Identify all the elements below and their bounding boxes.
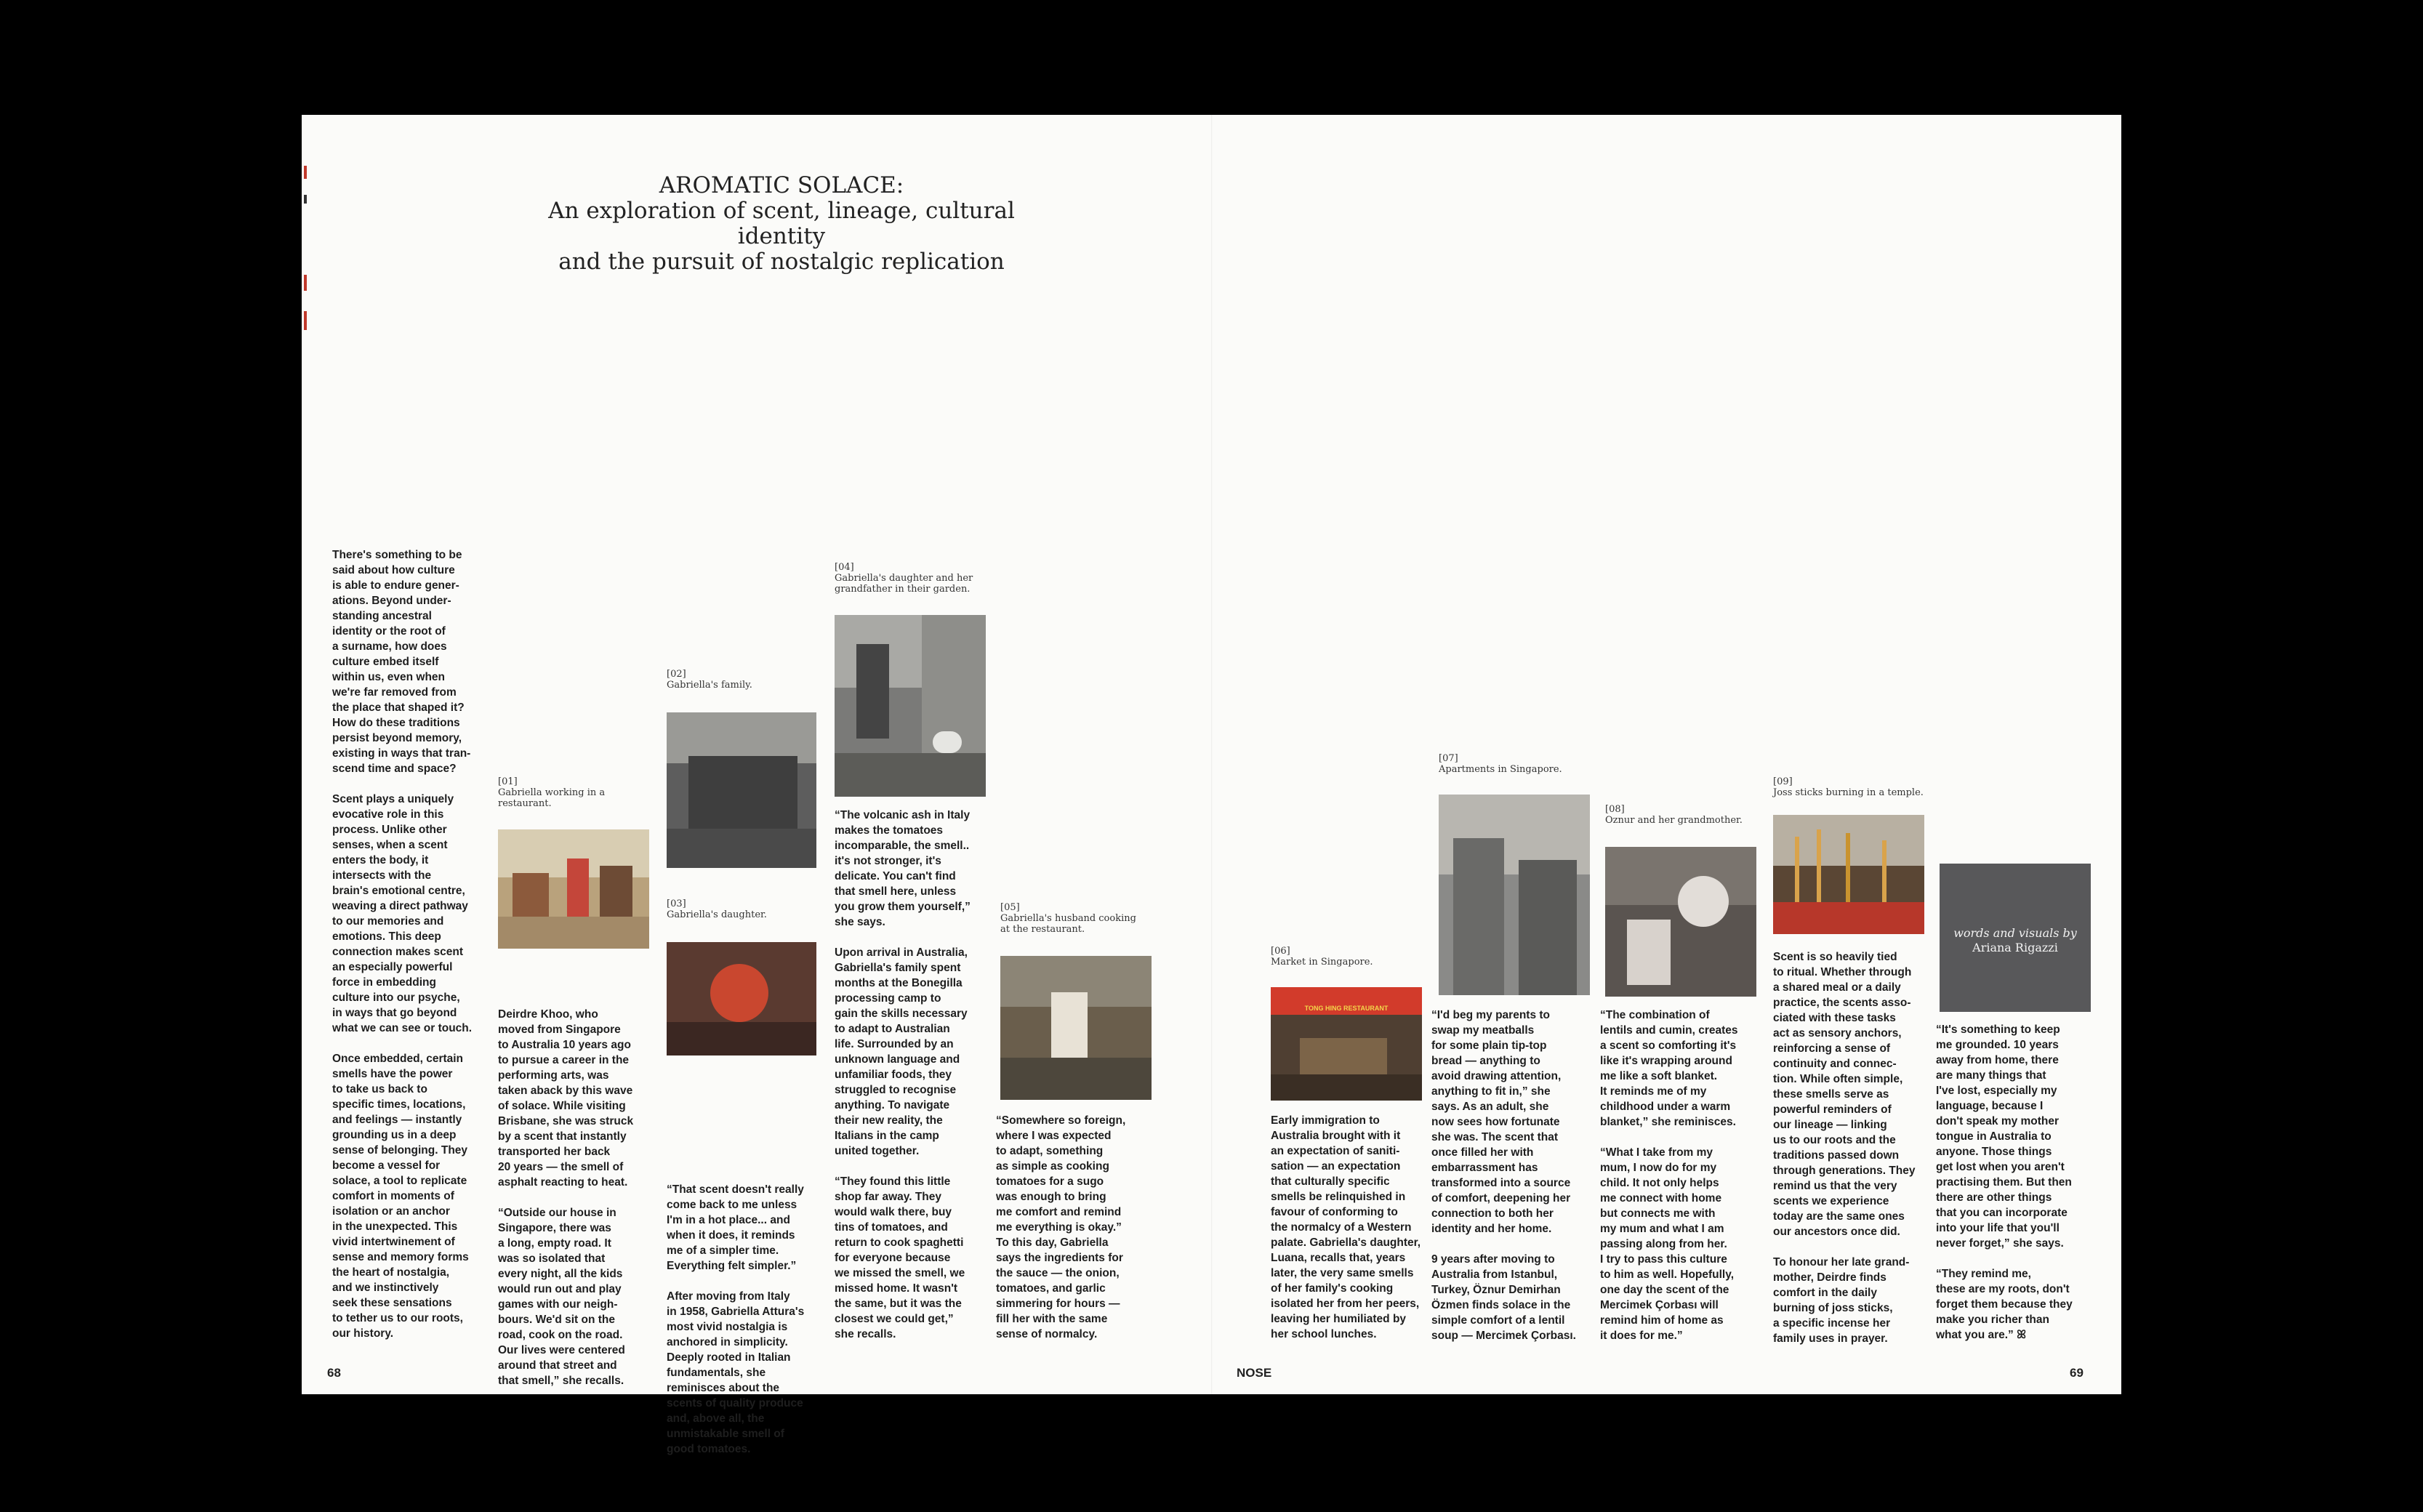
caption-number: [09] [1773, 776, 1793, 787]
photo-caption-01 [498, 776, 643, 809]
paragraph: To honour her late grand- mother, Deirdre finds comfort in the daily burning of joss sticks, a specific incense her family uses in prayer. [1773, 1256, 1910, 1345]
paragraph: Scent plays a uniquely evocative role in this process. Unlike other senses, when a scent enters the body, it intersects with the brain's emotional centre, weaving a direct pathway to our memories and emotions. This deep connection makes scent an especially powerful force in embedding culture into our psyche, in ways that go beyond what we can see or touch. [332, 793, 473, 1034]
apartments-photo [1439, 795, 1590, 995]
paragraph: “What I take from my mum, I now do for my child. It not only helps me connect with home but connects me with my mum and what I am passing along from her. I try to pass this culture to him as well. Hopefully, one day the scent of the Mercimek Çorbası will remind him of home as it does for me.” [1600, 1146, 1735, 1342]
photo-caption-02 [667, 669, 812, 691]
body-column-4 [835, 808, 991, 1357]
caption-number: [06] [1271, 946, 1290, 957]
caption-text: Joss sticks burning in a temple. [1773, 787, 1924, 798]
title-subtitle: An exploration of scent, lineage, cultural identity and the pursuit of nostalgic replication [548, 198, 1015, 275]
paragraph: “Somewhere so foreign, where I was expected to adapt, something as simple as cooking tomatoes for a sugo was enough to bring me comfort and remind me everything is okay.” To this day, Gabriella says the ingredients for the sauce — the onion, tomatoes, and garlic simmering for hours — fill her with the same sense of normalcy. [996, 1114, 1126, 1340]
paragraph: “That scent doesn't really come back to me unless I'm in a hot place... and when it does, it reminds me of a simpler time. Everything felt simpler.” [667, 1183, 804, 1272]
caption-text: Apartments in Singapore. [1439, 764, 1562, 775]
paragraph: There's something to be said about how culture is able to endure gener- ations. Beyond under- standing ancestral identity or the root of a surname, how does culture embed itself within us, even when we're far removed from the place that shaped it? How do these traditions persist beyond memory, existing in ways that tran- scend time and space? [332, 549, 471, 775]
family-photo [667, 712, 816, 868]
paragraph: Upon arrival in Australia, Gabriella's family spent months at the Bonegilla processing camp to gain the skills necessary to adapt to Australian life. Surrounded by an unknown language and unfamiliar foods, they struggled to recognise anything. To navigate their new reality, the Italians in the camp united together. [835, 946, 968, 1157]
body-column-3 [667, 1182, 819, 1472]
body-column-10 [1936, 1022, 2096, 1358]
market-photo [1271, 987, 1422, 1101]
photo-caption-05 [1000, 902, 1160, 935]
title-line-1: AROMATIC SOLACE: [659, 172, 904, 198]
caption-number: [02] [667, 669, 686, 680]
credit-label: words and visuals by [1953, 926, 2077, 940]
daughter-photo [667, 942, 816, 1055]
restaurant-photo [498, 829, 649, 949]
body-column-1 [332, 547, 485, 1356]
caption-text: Market in Singapore. [1271, 957, 1373, 968]
grandmother-photo [1605, 847, 1756, 997]
page-gutter [1211, 115, 1213, 1394]
photo-caption-08 [1605, 804, 1765, 826]
paragraph: “The combination of lentils and cumin, creates a scent so comforting it's like it's wrapping around me like a soft blanket. It reminds me of my childhood under a warm blanket,” she reminisces. [1600, 1009, 1738, 1128]
article-title [513, 173, 1050, 275]
body-column-7 [1431, 1008, 1591, 1359]
caption-number: [01] [498, 776, 518, 787]
body-column-9 [1773, 949, 1929, 1362]
caption-number: [03] [667, 898, 686, 909]
caption-text: Gabriella working in a restaurant. [498, 787, 606, 809]
paragraph: Once embedded, certain smells have the power to take us back to specific times, locations, and feelings — instantly grounding us in a deep sense of belonging. They become a vessel for solace, a tool to replicate comfort in moments of isolation or an anchor in the unexpected. This vivid intertwinement of sense and memory forms the heart of nostalgia, and we instinctively seek these sensations to tether us to our roots, our history. [332, 1053, 469, 1340]
edge-print-marks [302, 115, 310, 355]
garden-photo [835, 615, 986, 797]
paragraph: “Outside our house in Singapore, there was a long, empty road. It was so isolated that every night, all the kids would run out and play games with our neigh- bours. We'd sit on the road, cook on the road. Our lives were centered around that street and that smell,” she recalls. [498, 1207, 625, 1387]
paragraph: “It's something to keep me grounded. 10 years away from home, there are many things that I've lost, especially my language, because I don't speak my mother tongue in Australia to anyone. Those things get lost when you aren't practising them. But then there are other things that you can incorporate into your life that you'll never forget,” she says. [1936, 1024, 2072, 1250]
caption-text: Gabriella's husband cooking at the restaurant. [1000, 913, 1136, 935]
paragraph: Scent is so heavily tied to ritual. Whether through a shared meal or a daily practice, the scents asso- ciated with these tasks act as sensory anchors, reinforcing a sense of continuity and connec- tion. While often simple, these smells serve as powerful reminders of our lineage — linking us to our roots and the traditions passed down through generations. They remind us that the very scents we experience today are the same ones our ancestors once did. [1773, 951, 1916, 1238]
photo-caption-09 [1773, 776, 1933, 798]
page-number-right: 69 [2070, 1366, 2084, 1380]
caption-number: [04] [835, 562, 854, 573]
paragraph: Deirdre Khoo, who moved from Singapore to Australia 10 years ago to pursue a career in the performing arts, was taken aback by this wave of solace. While visiting Brisbane, she was struck by a scent that instantly transported her back 20 years — the smell of asphalt reacting to heat. [498, 1008, 634, 1189]
photo-caption-03 [667, 898, 812, 920]
paragraph: “The volcanic ash in Italy makes the tomatoes incomparable, the smell.. it's not stronger, it's delicate. You can't find that smell here, unless you grow them yourself,” she says. [835, 809, 971, 928]
photo-caption-07 [1439, 753, 1599, 775]
author-credit-box [1940, 864, 2091, 1012]
magazine-masthead: NOSE [1237, 1366, 1272, 1380]
joss-sticks-photo [1773, 815, 1924, 934]
paragraph: 9 years after moving to Australia from Istanbul, Turkey, Öznur Demirhan Özmen finds solace in the simple comfort of a lentil soup — Mercimek Çorbası. [1431, 1253, 1576, 1342]
body-column-8 [1600, 1008, 1761, 1359]
caption-number: [08] [1605, 804, 1625, 815]
caption-text: Oznur and her grandmother. [1605, 815, 1743, 826]
caption-text: Gabriella's daughter. [667, 909, 767, 920]
paragraph: After moving from Italy in 1958, Gabriella Attura's most vivid nostalgia is anchored in simplicity. Deeply rooted in Italian fundamentals, she reminisces about the scents of quality produce and, above all, the unmistakable smell of good tomatoes. [667, 1290, 805, 1455]
credit-author: Ariana Rigazzi [1972, 941, 2058, 954]
photo-caption-06 [1271, 946, 1416, 968]
kitchen-photo [1000, 956, 1152, 1100]
body-column-6 [1271, 1113, 1431, 1357]
body-column-5 [996, 1113, 1156, 1357]
paragraph: “They remind me, these are my roots, don't forget them because they make you richer than what you are.” ꕤ [1936, 1268, 2073, 1341]
paragraph: Early immigration to Australia brought with it an expectation of saniti- sation — an expectation that culturally specific smells be relinquished in favour of conforming to the normalcy of a Western palate. Gabriella's daughter, Luana, recalls that, years later, the very same smells of her family's cooking isolated her from her peers, leaving her humiliated by her school lunches. [1271, 1114, 1421, 1340]
caption-number: [07] [1439, 753, 1458, 764]
body-column-2 [498, 1007, 651, 1404]
caption-text: Gabriella's family. [667, 680, 752, 691]
magazine-spread [302, 115, 2121, 1455]
caption-number: [05] [1000, 902, 1020, 913]
caption-text: Gabriella's daughter and her grandfather in their garden. [835, 573, 973, 595]
paragraph: “I'd beg my parents to swap my meatballs for some plain tip-top bread — anything to avoid drawing attention, anything to fit in,” she says. As an adult, she now sees how fortunate she was. The scent that once filled her with embarrassment has transformed into a source of comfort, deepening her connection to both her identity and her home. [1431, 1009, 1571, 1235]
page-number-left: 68 [327, 1366, 341, 1380]
paragraph: “They found this little shop far away. They would walk there, buy tins of tomatoes, and return to cook spaghetti for everyone because we missed the smell, we missed home. It wasn't the same, but it was the closest we could get,” she recalls. [835, 1175, 965, 1340]
photo-caption-04 [835, 562, 994, 595]
market-sign-text: TONG HING RESTAURANT [1304, 1005, 1389, 1012]
